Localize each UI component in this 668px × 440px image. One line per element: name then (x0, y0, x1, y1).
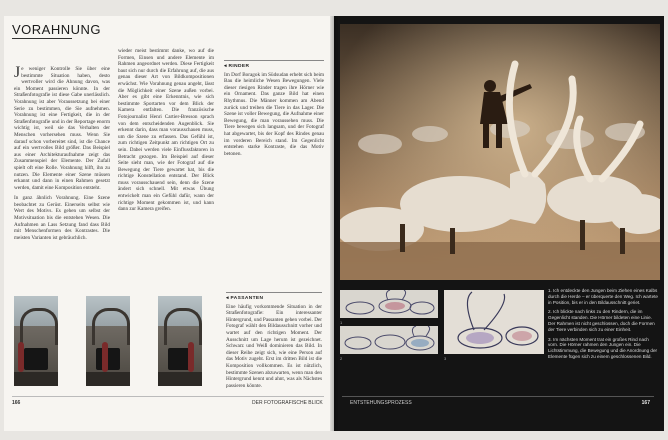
caption-3: 3. Im nächsten Moment trat ein großes Rind nach vorn. Die Hörner rahmen den Jungen ein. Die Lichtstimmung, die Bewegung und die Anordnung der Elemente fügen sich zu einem geschlossenen Bild. (548, 336, 658, 359)
box-rule-top (224, 60, 324, 61)
footer-right (350, 400, 650, 406)
box-text-passanten: Eine häufig vorkommende Situation in der Straßenfotografie: Ein interessanter Hintergrund, und Passanten gehen vorbei. Der Fotograf wählt den Bildausschnitt vorher und wartet auf den richtigen Moment. Der Ausschnitt um Lage herum ist gezeichnet. Schwarz und Weiß dominieren das Bild. In dieser Reihe zeigt sich, wie eine Person auf das Motiv zugeht. Erst im dritten Bild ist die Komposition vollkommen. Es ist nützlich, bestimmte Szenen abzuwarten, wenn man den Hintergrund kennt und ahnt, was als Nächstes passieren könnte. (226, 303, 322, 389)
box-text-rinder: Im Dorf Boragok im Südsudan erhebt sich beim Bau die heimliche Wesen Bewegungen. Viele dieser riesigen Rinder tragen ihre Hörner wie ein Ornament. Das ganze Bild hat einen Rhythmus. Die Männer kommen am Abend zurück und treiben die Tiere in das Lager. Die Szene ist voller Bewegung, die Aufnahme einer Bewegung, die man voraussehen muss. Die Tiere bewegen sich langsam, und der Fotograf hat abgewartet, bis der Kopf des Rindes genau im vorderen Bereich stand. Im Gegenlicht entstehen starke Kontraste, die das Motiv betonen. (224, 71, 324, 157)
sidebar-box-rinder (224, 64, 324, 240)
sketch-diagram-3 (444, 290, 544, 354)
body-column-1 (14, 66, 110, 282)
main-photo-cattle (340, 24, 660, 280)
box-rule-bottom (226, 292, 322, 293)
sketch-label-1: 1 (340, 320, 343, 325)
sketch-label-3: 3 (444, 356, 447, 361)
sidebar-box-passanten (226, 296, 322, 392)
photo-captions (548, 288, 658, 364)
caption-1: 1. Ich entdeckte den Jungen beim Ziehen eines Kalbs durch die Herde – er überquerte den Weg. Ich wartete in Position, bis er in den Bildausschnitt geriet. (548, 288, 658, 305)
body-text-1: e weniger Kontrolle Sie über eine bestimmte Situation haben, desto wertvoller wird die Ahnung davon, was ein Moment passieren könnte. In der Straßenfotografie ist diese Gabe unerlässlich. Vorahnung ist aber Voraussetzung bei einer Serie zu bestimmen, die Sie aufnehmen. Vorahnung ist eine Fertigkeit, die in der Straßenfotografie und in der Reportage enorm wichtig ist, weil sie das Verhalten der Menschen vorhersehen muss. Wenn Sie darauf schon vorbereitet sind, ist die Chance auf ein wertvolles Bild größer. Das Beispiel aus einer Architekturaufnahme zeigt das Zusammenspiel der Elemente. Der Zufall spielt oft eine Rolle. Vorahnung hilft, ihn zu nutzen. Die Elemente einer Szene müssen erkannt und dann in einen Rahmen gesetzt werden, damit eine Komposition entsteht. (14, 66, 110, 191)
footer-rule-right (342, 396, 654, 397)
page-number-right: 167 (641, 400, 650, 406)
caption-2: 2. Ich blickte nach links zu den Rindern, die im Gegenlicht standen. Die Hörner bildeten eine Linie. Der Rahmen ist nicht geschlossen, doch die Formen der Tiere verbinden sich zu einer Einheit. (548, 309, 655, 332)
sketch-diagram-1 (340, 290, 438, 318)
box-heading-passanten: ◂ PASSANTEN (226, 296, 264, 301)
body-text-1b: In ganz ähnlich Vorahnung. Eine Szene beobachtet zu Gerüst. Einerseits selbst wie Wert des Motivs. Es gehen um selbst der Motivsituation bis die entstehen Wesen. Die Aufnahmen an Lass Setzung fand dass Bild mit Menschenformen des Kontrastes. Die meisten Varianten ist gebräuchlich. (14, 195, 110, 241)
running-head-right: ENTSTEHUNGSPROZESS (350, 400, 412, 406)
arrow-icon: ◂ (224, 64, 229, 69)
drop-cap: J (14, 66, 21, 81)
running-head-left: DER FOTOGRAFISCHE BLICK (252, 400, 323, 406)
page-number-left: 166 (12, 400, 21, 406)
body-column-2 (118, 48, 214, 282)
page-title: VORAHNUNG (12, 22, 102, 37)
thumbnail-photo-3 (158, 296, 202, 386)
thumbnail-photo-2 (86, 296, 130, 386)
footer-left (12, 400, 323, 406)
thumbnail-photo-1 (14, 296, 58, 386)
body-text-2: wieder meist bestimmt danke, wo auf die Formen, Einsen und andere Elemente im Rahmen angeordnet werden. Diese Fertigkeit baut sich nur durch die Erfahrung auf, die aus genau dieser Art von Bildkompositionen erwächst. Wie Vorahnung genau angeht, lässt die Möglichkeit einer Szene außen vorbei. Aber es gibt eine Erkenntnis, wie sich bestimmte Sportarten vor dem Blick der Kamera entfalten. Die französische Fotojournalist Henri Cartier-Bresson sprach von dem entscheidenden Augenblick. Sie erkennt darin, dass man vorausschauen muss, um die Szene zu erfassen. Das Gefühl ist, zum richtigen Zeitpunkt am richtigen Ort zu sein. Dabei werden viele Einflussfaktoren in Betracht gezogen. Im Beispiel auf dieser Seite sieht man, wie der Fotograf auf die Bewegung der Tiere gewartet hat, bis die richtige Konstellation entstand. Der Blick muss vorausschauend sein, denn die Szene ändert sich schnell. Mit etwas Übung entwickelt man ein Gefühl dafür, wann der richtige Moment gekommen ist, und kann dann zur Kamera greifen. (118, 48, 214, 213)
footer-rule-left (12, 396, 324, 397)
box-heading-rinder: ◂ RINDER (224, 64, 250, 69)
title-rule (12, 38, 72, 39)
arrow-icon: ◂ (226, 296, 231, 301)
sketch-diagram-2 (340, 326, 438, 354)
book-gutter (330, 16, 338, 431)
sketch-label-2: 2 (340, 356, 343, 361)
